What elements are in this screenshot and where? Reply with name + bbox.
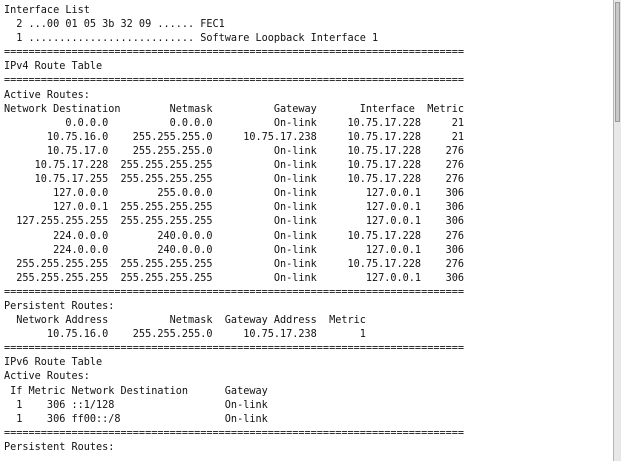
vertical-scrollbar[interactable]	[613, 0, 621, 461]
console-line: 10.75.17.228 255.255.255.255 On-link 10.75.17.228 276	[4, 160, 465, 172]
console-line: ===========================================================================	[4, 427, 465, 439]
console-line: Persistent Routes:	[4, 441, 115, 453]
console-line: 2 ...00 01 05 3b 32 09 ...... FEC1	[4, 19, 225, 31]
console-line: ===========================================================================	[4, 286, 465, 298]
console-line: IPv4 Route Table	[4, 61, 103, 73]
console-line: 1 306 ff00::/8 On-link	[4, 413, 268, 425]
console-line: 10.75.16.0 255.255.255.0 10.75.17.238 1	[4, 329, 366, 341]
console-line: ===========================================================================	[4, 47, 465, 59]
console-line: 10.75.16.0 255.255.255.0 10.75.17.238 10.75.17.228 21	[4, 131, 465, 143]
console-line: 224.0.0.0 240.0.0.0 On-link 127.0.0.1 306	[4, 244, 465, 256]
console-line: Active Routes:	[4, 89, 90, 101]
console-line: Network Destination Netmask Gateway Interface Metric	[4, 103, 465, 115]
console-line: 224.0.0.0 240.0.0.0 On-link 10.75.17.228 276	[4, 230, 465, 242]
console-line: 10.75.17.255 255.255.255.255 On-link 10.75.17.228 276	[4, 174, 465, 186]
console-line: 255.255.255.255 255.255.255.255 On-link 127.0.0.1 306	[4, 272, 465, 284]
console-line: 255.255.255.255 255.255.255.255 On-link 10.75.17.228 276	[4, 258, 465, 270]
console-line: 0.0.0.0 0.0.0.0 On-link 10.75.17.228 21	[4, 117, 465, 129]
console-line: 127.255.255.255 255.255.255.255 On-link 127.0.0.1 306	[4, 216, 465, 228]
console-line: 10.75.17.0 255.255.255.0 On-link 10.75.17.228 276	[4, 145, 465, 157]
console-line: 1 306 ::1/128 On-link	[4, 399, 268, 411]
console-line: Interface List	[4, 5, 90, 16]
console-line: ===========================================================================	[4, 343, 465, 355]
console-line: If Metric Network Destination Gateway	[4, 385, 268, 397]
console-line: 127.0.0.0 255.0.0.0 On-link 127.0.0.1 306	[4, 188, 465, 200]
console-line: 127.0.0.1 255.255.255.255 On-link 127.0.0.1 306	[4, 202, 465, 214]
console-line: 1 ........................... Software Loopback Interface 1	[4, 33, 379, 45]
scrollbar-thumb[interactable]	[615, 2, 620, 122]
console-line: ===========================================================================	[4, 75, 465, 87]
console-line: Persistent Routes:	[4, 300, 115, 312]
console-line: IPv6 Route Table	[4, 357, 103, 369]
console-line: Network Address Netmask Gateway Address Metric	[4, 315, 366, 327]
console-line: Active Routes:	[4, 371, 90, 383]
